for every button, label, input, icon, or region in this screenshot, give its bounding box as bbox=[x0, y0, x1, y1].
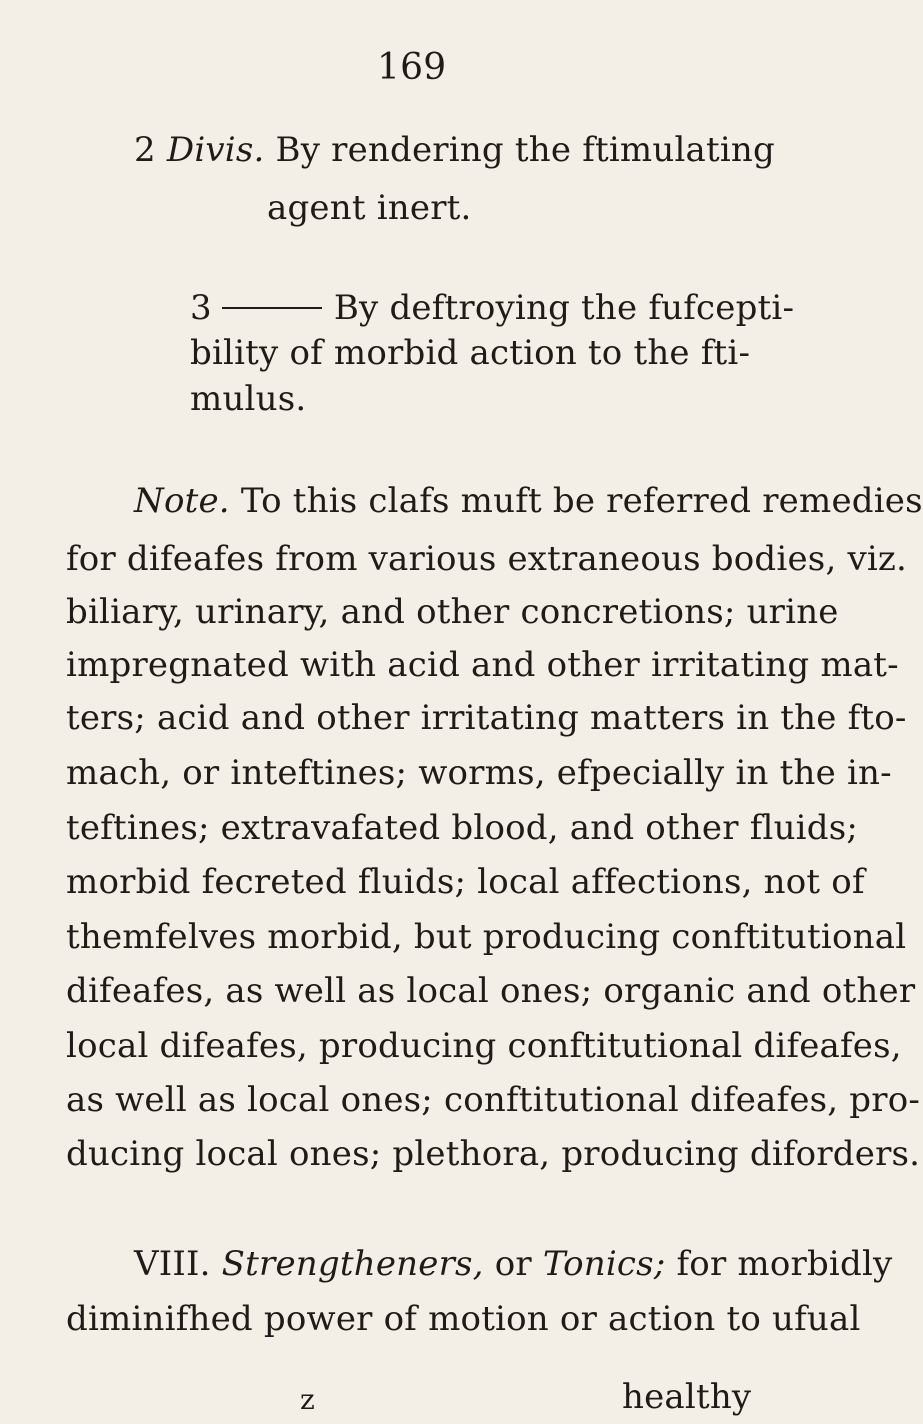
item-text: By rendering the ftimulating bbox=[275, 130, 775, 170]
section-text: for morbidly bbox=[676, 1244, 893, 1284]
item-label: Divis. bbox=[166, 130, 265, 170]
section-8-heading bbox=[134, 1244, 892, 1284]
note-line-4: impregnated with acid and other irritating mat- bbox=[66, 645, 899, 685]
section-title: Strengtheners, bbox=[221, 1244, 484, 1284]
section-or: or bbox=[494, 1244, 532, 1284]
note-line-1 bbox=[134, 481, 923, 521]
note-line-13: ducing local ones; plethora, producing diforders. bbox=[66, 1134, 921, 1174]
item-number: 2 bbox=[134, 130, 156, 170]
section-title-2: Tonics; bbox=[542, 1244, 666, 1284]
catchword: healthy bbox=[622, 1377, 752, 1417]
note-label: Note. bbox=[134, 481, 230, 521]
note-line-6: mach, or inteftines; worms, efpecially in the in- bbox=[66, 753, 892, 793]
note-line-10: difeafes, as well as local ones; organic and other bbox=[66, 971, 916, 1011]
note-line-9: themfelves morbid, but producing conftitutional bbox=[66, 917, 907, 957]
note-text: To this clafs muft be referred remedies bbox=[240, 481, 923, 521]
note-line-5: ters; acid and other irritating matters in the fto- bbox=[66, 698, 907, 738]
note-line-7: teftines; extravafated blood, and other fluids; bbox=[66, 808, 859, 848]
item-3-line-2: bility of morbid action to the fti- bbox=[190, 333, 751, 373]
section-number: VIII. bbox=[134, 1244, 211, 1284]
item-3-line-3: mulus. bbox=[190, 379, 307, 419]
item-number: 3 bbox=[190, 288, 212, 328]
section-8-line-2: diminifhed power of motion or action to ufual bbox=[66, 1299, 861, 1339]
signature-mark: z bbox=[300, 1383, 315, 1416]
item-text: By deftroying the fufcepti- bbox=[333, 288, 795, 328]
note-line-12: as well as local ones; conftitutional difeafes, pro- bbox=[66, 1080, 921, 1120]
note-line-2: for difeafes from various extraneous bodies, viz. bbox=[66, 539, 908, 579]
dash-rule bbox=[222, 307, 322, 309]
note-line-11: local difeafes, producing conftitutional difeafes, bbox=[66, 1026, 902, 1066]
item-3-line-1 bbox=[190, 288, 794, 328]
item-2-line-1 bbox=[134, 130, 775, 170]
page-number: 169 bbox=[377, 47, 447, 88]
note-line-8: morbid fecreted fluids; local affections, not of bbox=[66, 862, 865, 902]
item-2-line-2: agent inert. bbox=[267, 188, 472, 228]
note-line-3: biliary, urinary, and other concretions; urine bbox=[66, 592, 839, 632]
